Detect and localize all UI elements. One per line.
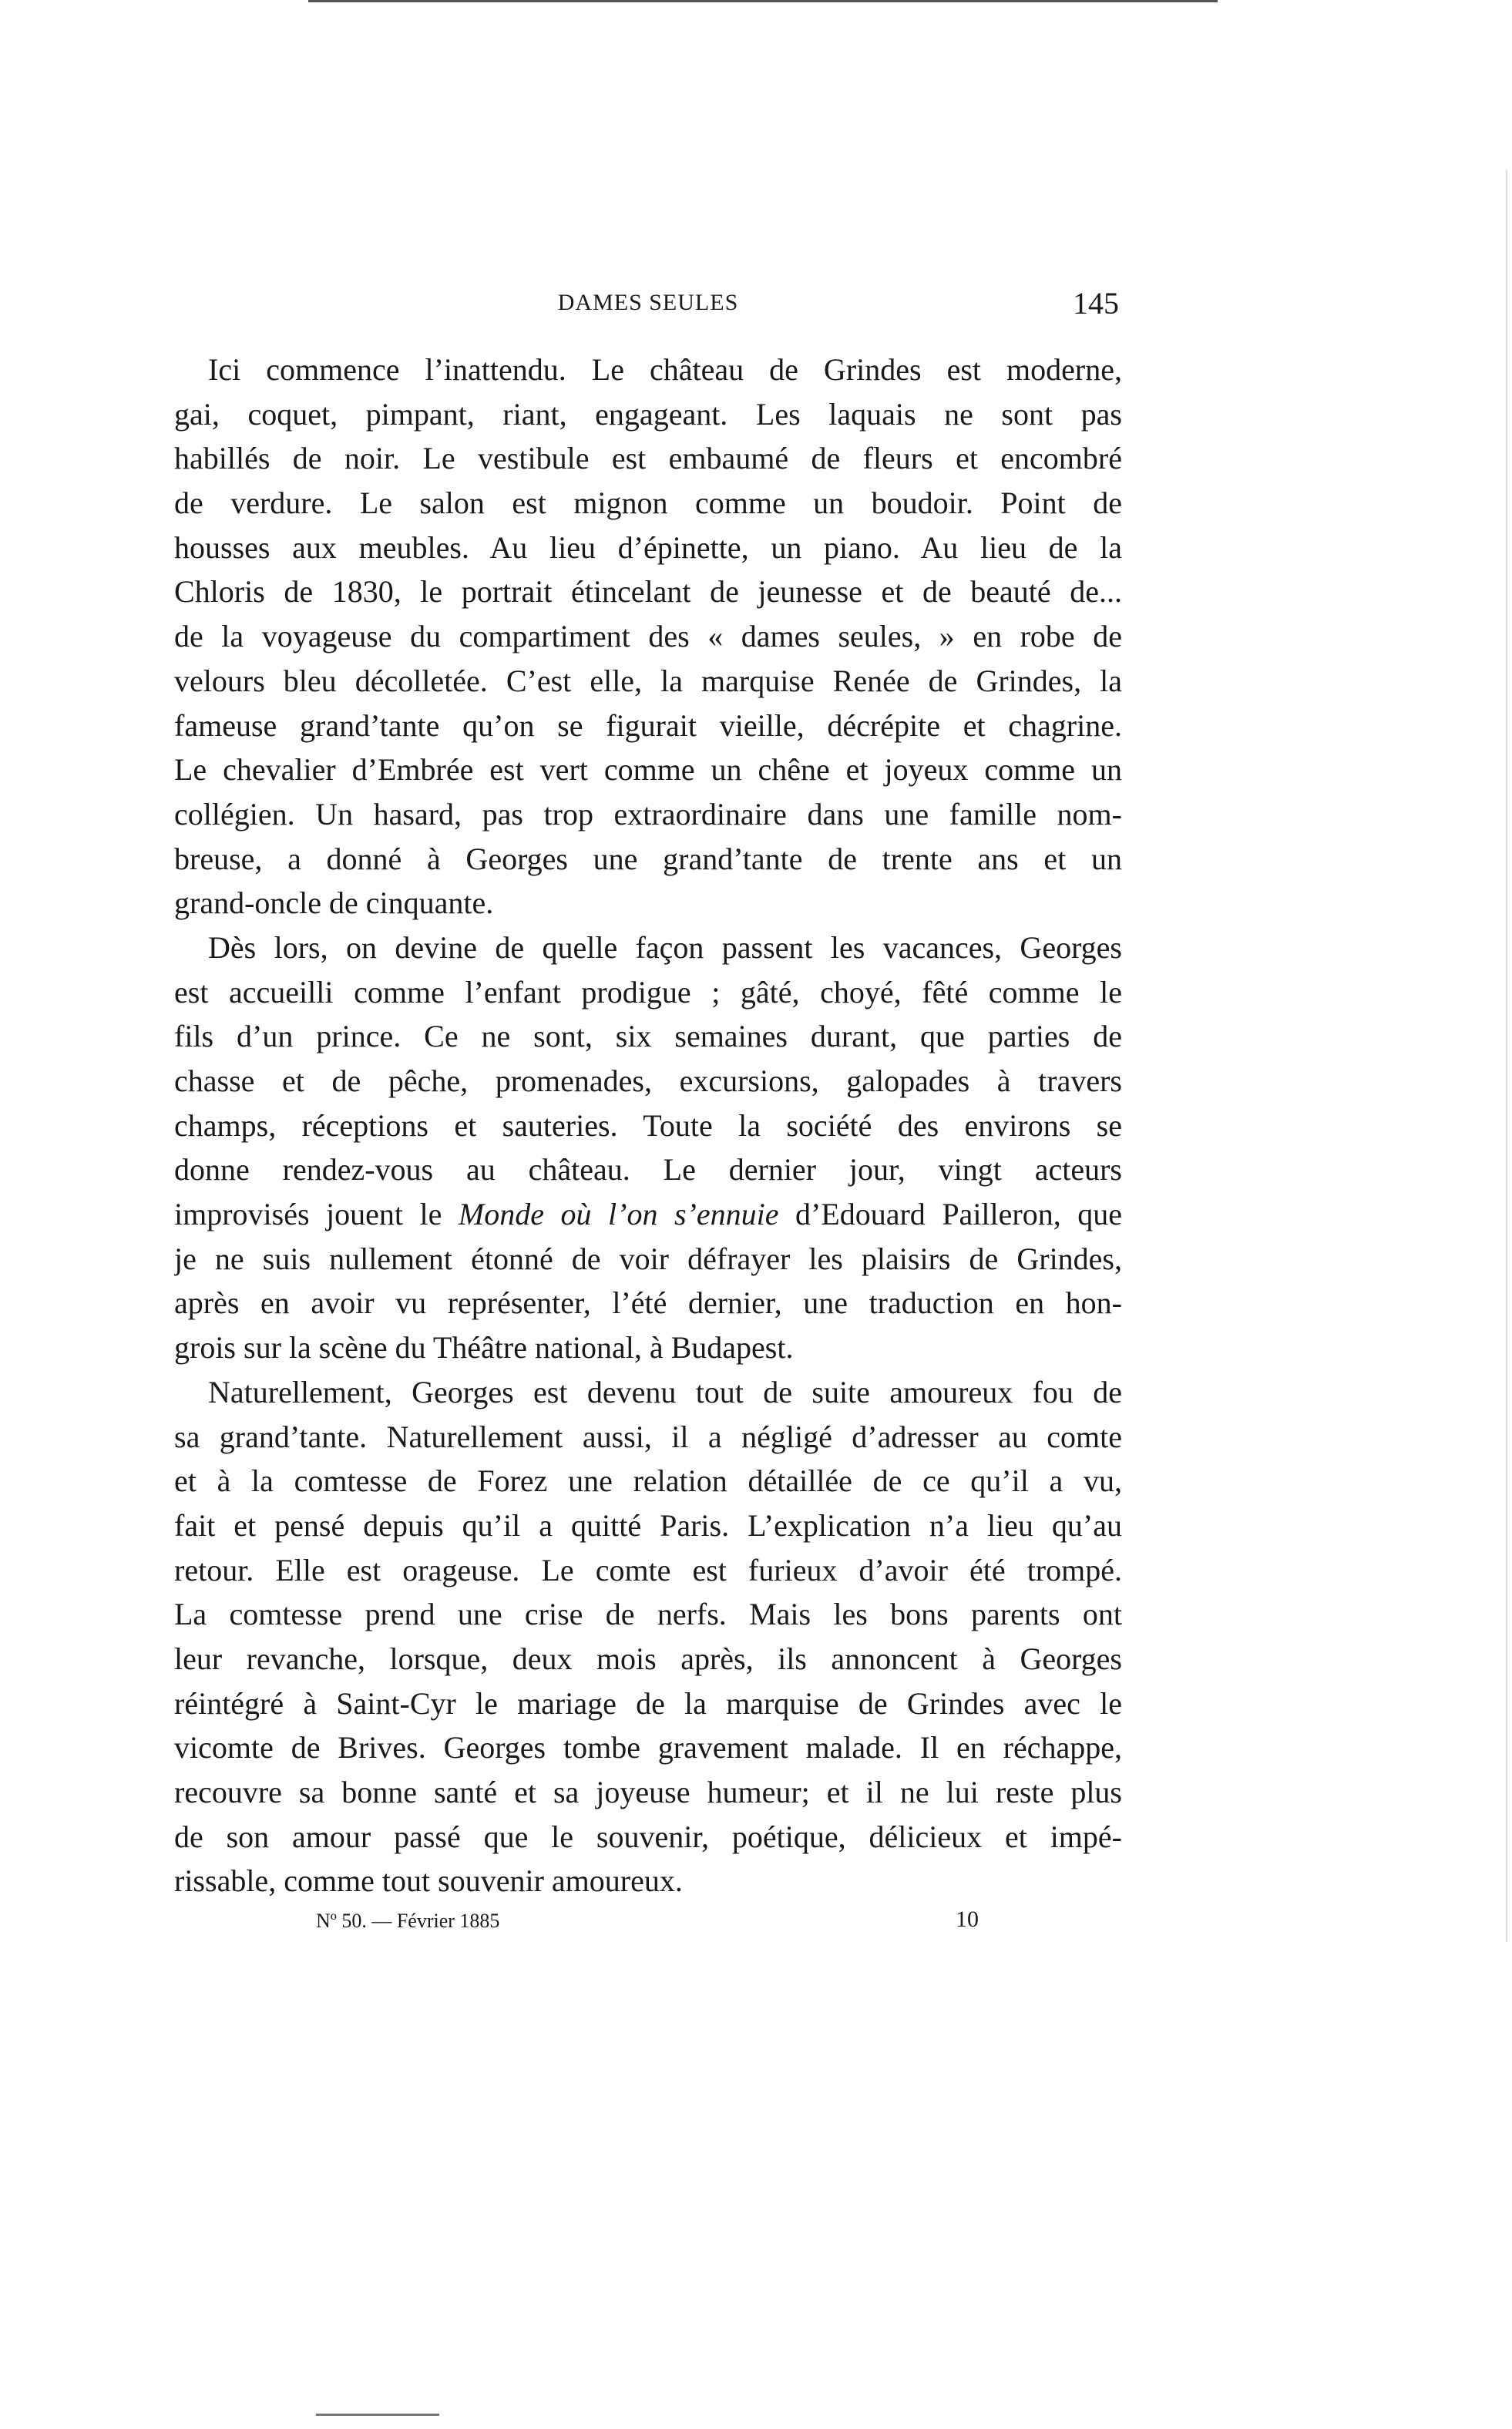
text-line: fait et pensé depuis qu’il a quitté Paris. L’explication n’a lieu qu’au bbox=[174, 1507, 1122, 1543]
text-line: collégien. Un hasard, pas trop extraordinaire dans une famille nom- bbox=[174, 796, 1122, 832]
running-title: DAMES SEULES bbox=[557, 290, 739, 315]
text-line: gai, coquet, pimpant, riant, engageant. Les laquais ne sont pas bbox=[174, 396, 1122, 432]
text-line: Naturellement, Georges est devenu tout de suite amoureux fou de bbox=[208, 1374, 1122, 1409]
scan-edge-right bbox=[1506, 170, 1507, 1942]
text-segment: d’Edouard Pailleron, que bbox=[778, 1197, 1122, 1232]
paragraph bbox=[174, 1370, 1122, 1903]
text-line: vicomte de Brives. Georges tombe gravement malade. Il en réchappe, bbox=[174, 1730, 1122, 1765]
text-line: est accueilli comme l’enfant prodigue ; gâté, choyé, fêté comme le bbox=[174, 974, 1122, 1010]
text-line: Le chevalier d’Embrée est vert comme un chêne et joyeux comme un bbox=[174, 752, 1122, 788]
text-line: fils d’un prince. Ce ne sont, six semaines durant, que parties de bbox=[174, 1019, 1122, 1054]
scan-edge-bottom bbox=[316, 2414, 439, 2416]
text-line: après en avoir vu représenter, l’été dernier, une traduction en hon- bbox=[174, 1285, 1122, 1321]
text-line: Chloris de 1830, le portrait étincelant de jeunesse et de beauté de... bbox=[174, 574, 1122, 610]
text-line: donne rendez-vous au château. Le dernier jour, vingt acteurs bbox=[174, 1152, 1122, 1188]
text-line: je ne suis nullement étonné de voir défrayer les plaisirs de Grindes, bbox=[174, 1241, 1122, 1276]
text-line: réintégré à Saint-Cyr le mariage de la marquise de Grindes avec le bbox=[174, 1685, 1122, 1721]
paragraph bbox=[174, 348, 1122, 926]
text-line: fameuse grand’tante qu’on se figurait vieille, décrépite et chagrine. bbox=[174, 707, 1122, 743]
running-head bbox=[174, 287, 1122, 325]
text-line: grois sur la scène du Théâtre national, à Budapest. bbox=[174, 1330, 794, 1366]
text-line: housses aux meubles. Au lieu d’épinette, un piano. Au lieu de la bbox=[174, 529, 1122, 565]
text-segment: improvisés jouent le bbox=[174, 1197, 459, 1232]
text-line: leur revanche, lorsque, deux mois après, ils annoncent à Georges bbox=[174, 1641, 1122, 1676]
text-line: grand-oncle de cinquante. bbox=[174, 885, 494, 921]
text-line: de la voyageuse du compartiment des « dames seules, » en robe de bbox=[174, 619, 1122, 654]
scan-edge-top bbox=[308, 0, 1218, 2]
text-line: et à la comtesse de Forez une relation détaillée de ce qu’il a vu, bbox=[174, 1463, 1122, 1499]
text-line: de verdure. Le salon est mignon comme un boudoir. Point de bbox=[174, 485, 1122, 521]
text-line: Ici commence l’inattendu. Le château de Grindes est moderne, bbox=[208, 352, 1122, 387]
text-line: sa grand’tante. Naturellement aussi, il a négligé d’adresser au comte bbox=[174, 1419, 1122, 1454]
printer-signature: Nº 50. — Février 1885 bbox=[316, 1910, 500, 1932]
italic-title: Monde où l’on s’ennuie bbox=[458, 1197, 779, 1232]
text-line: de son amour passé que le souvenir, poétique, délicieux et impé- bbox=[174, 1819, 1122, 1854]
text-line: La comtesse prend une crise de nerfs. Mais les bons parents ont bbox=[174, 1597, 1122, 1632]
text-line: rissable, comme tout souvenir amoureux. bbox=[174, 1863, 683, 1899]
text-line: habillés de noir. Le vestibule est embaumé de fleurs et encombré bbox=[174, 441, 1122, 476]
text-line: Dès lors, on devine de quelle façon passent les vacances, Georges bbox=[208, 929, 1122, 965]
text-line: velours bleu décolletée. C’est elle, la marquise Renée de Grindes, la bbox=[174, 663, 1122, 698]
text-line: champs, réceptions et sauteries. Toute la société des environs se bbox=[174, 1107, 1122, 1143]
text-line: retour. Elle est orageuse. Le comte est furieux d’avoir été trompé. bbox=[174, 1552, 1122, 1587]
page-number: 145 bbox=[1073, 286, 1119, 321]
body-text bbox=[174, 348, 1122, 1903]
text-line bbox=[174, 1192, 1122, 1237]
sheet-number: 10 bbox=[956, 1907, 979, 1932]
text-line: breuse, a donné à Georges une grand’tante de trente ans et un bbox=[174, 841, 1122, 876]
text-line: recouvre sa bonne santé et sa joyeuse humeur; et il ne lui reste plus bbox=[174, 1775, 1122, 1809]
text-line: chasse et de pêche, promenades, excursions, galopades à travers bbox=[174, 1063, 1122, 1098]
paragraph bbox=[174, 926, 1122, 1370]
